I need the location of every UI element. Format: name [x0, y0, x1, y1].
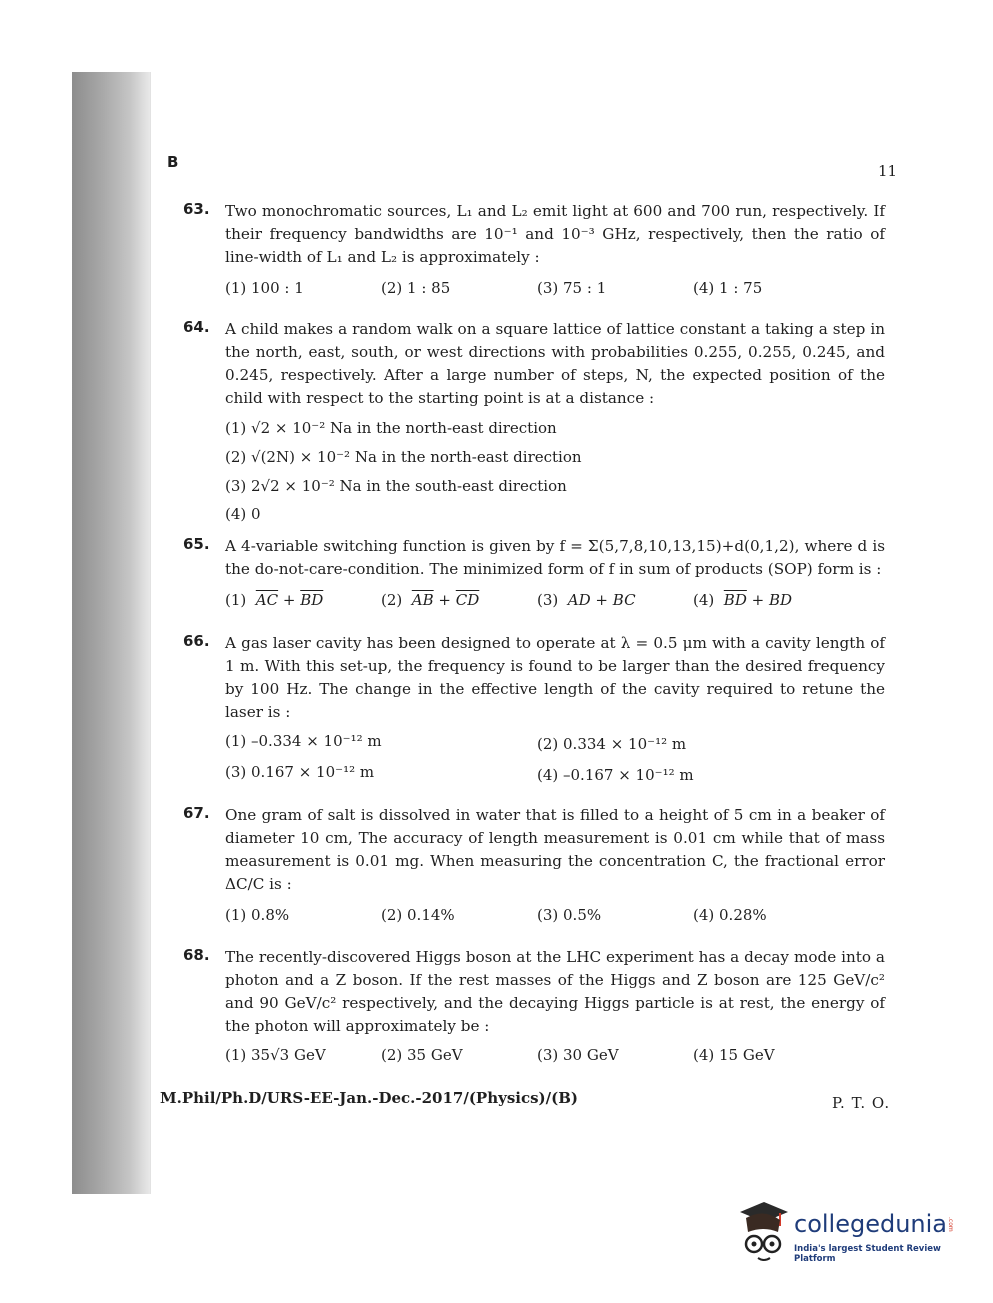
logo-tagline: India's largest Student Review Platform	[794, 1244, 941, 1264]
option-3: (3) 2√2 × 10⁻² Na in the south-east direction	[225, 477, 567, 495]
booklet-series: B	[167, 153, 179, 171]
option-3: (3) 30 GeV	[537, 1046, 619, 1064]
option-2: (2) 35 GeV	[381, 1046, 463, 1064]
option-4: (4) 15 GeV	[693, 1046, 775, 1064]
option-1: (1) √2 × 10⁻² Na in the north-east direction	[225, 419, 557, 437]
question-number: 65.	[183, 535, 210, 553]
question-number: 64.	[183, 318, 210, 336]
collegedunia-logo	[734, 1196, 964, 1266]
question-text: The recently-discovered Higgs boson at the LHC experiment has a decay mode into a photon and a Z boson. If the rest masses of the Higgs and Z boson are 125 GeV/c² and 90 GeV/c² respectively, and the decaying Higgs particle is at rest, the energy of the photon will approximately be :	[225, 948, 885, 1035]
question-number: 68.	[183, 946, 210, 964]
logo-wordmark: collegedunia.com	[794, 1210, 955, 1238]
option-2: (2) 0.14%	[381, 906, 455, 924]
option-1: (1) 0.8%	[225, 906, 290, 924]
question-number: 66.	[183, 632, 210, 650]
option-1: (1) $\overline{AC} + \overline{BD}$	[225, 591, 324, 609]
page-number: 11	[878, 162, 898, 180]
option-3: (3) 0.167 × 10⁻¹² m	[225, 763, 375, 781]
question-number: 63.	[183, 200, 210, 218]
option-2: (2) 1 : 85	[381, 279, 451, 297]
scan-edge-line	[150, 72, 151, 1194]
option-4: (4) 0	[225, 505, 261, 523]
option-2: (2) $\overline{AB} + \overline{CD}$	[381, 591, 480, 609]
option-1: (1) 100 : 1	[225, 279, 304, 297]
option-4: (4) –0.167 × 10⁻¹² m	[537, 766, 694, 784]
option-3: (3) 0.5%	[537, 906, 602, 924]
option-4: (4) 1 : 75	[693, 279, 763, 297]
question-text: A gas laser cavity has been designed to operate at λ = 0.5 μm with a cavity length of 1 m. With this set-up, the frequency is found to be larger than the desired frequency by 100 Hz. The change in the effective length of the cavity required to retune the laser is :	[225, 634, 885, 721]
option-2: (2) √(2N) × 10⁻² Na in the north-east direction	[225, 448, 582, 466]
option-4: (4) 0.28%	[693, 906, 767, 924]
please-turn-over: P. T. O.	[832, 1094, 891, 1112]
mascot-icon	[734, 1196, 794, 1266]
option-2: (2) 0.334 × 10⁻¹² m	[537, 735, 687, 753]
question-text: One gram of salt is dissolved in water that is filled to a height of 5 cm in a beaker of diameter 10 cm, The accuracy of length measurement is 0.01 cm while that of mass measurement is 0.01 mg. When measuring the concentration C, the fractional error ΔC/C is :	[225, 806, 885, 893]
option-1: (1) –0.334 × 10⁻¹² m	[225, 732, 382, 750]
question-number: 67.	[183, 804, 210, 822]
option-3: (3) 75 : 1	[537, 279, 607, 297]
scan-binding-shadow	[72, 72, 150, 1194]
paper-code: M.Phil/Ph.D/URS-EE-Jan.-Dec.-2017/(Physics)/(B)	[160, 1089, 579, 1107]
option-3: (3) AD + BC	[537, 591, 636, 609]
question-text: A 4-variable switching function is given by f = Σ(5,7,8,10,13,15)+d(0,1,2), where d is the do-not-care-condition. The minimized form of f in sum of products (SOP) form is :	[225, 537, 885, 578]
option-1: (1) 35√3 GeV	[225, 1046, 326, 1064]
option-4: (4) $\overline{BD}$ + BD	[693, 591, 793, 609]
question-text: A child makes a random walk on a square lattice of lattice constant a taking a step in the north, east, south, or west directions with probabilities 0.255, 0.255, 0.245, and 0.245, respectively. After a large number of steps, N, the expected position of the child with respect to the starting point is at a distance :	[225, 320, 885, 407]
question-text: Two monochromatic sources, L₁ and L₂ emit light at 600 and 700 run, respectively. If their frequency bandwidths are 10⁻¹ and 10⁻³ GHz, respectively, then the ratio of line-width of L₁ and L₂ is approximately :	[225, 202, 885, 266]
